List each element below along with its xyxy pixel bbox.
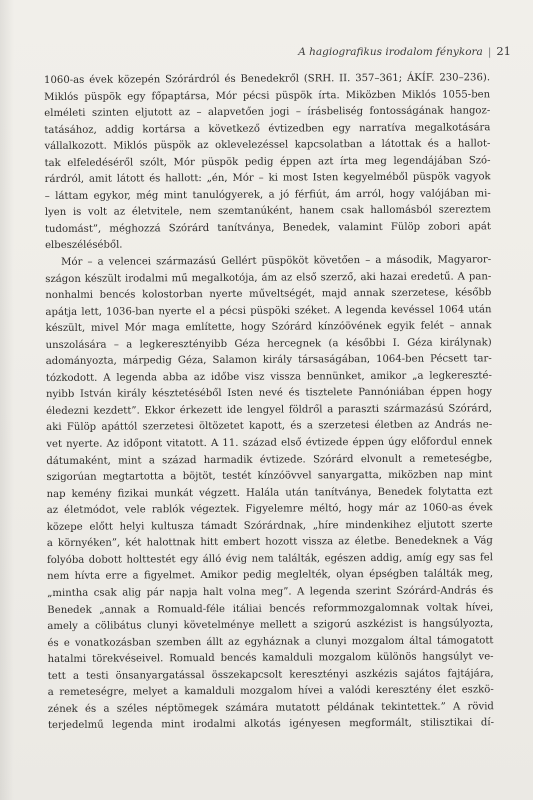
text-line: tak elfeledéséről szólt, Mór püspök pedig éppen azt írta meg legendájában Szó- — [44, 155, 491, 169]
text-line: rárdról, amit látott és hallott: „én, Mór – ki most Isten kegyelméből püspök vagyok — [44, 171, 491, 186]
text-line: unszolására – a legkeresztényibb Géza hercegnek (a későbbi I. Géza királynak) — [45, 337, 492, 351]
running-head-title: A hagiografikus irodalom fénykora — [298, 46, 483, 58]
text-line: a remeteségre, melyet a kamalduli mozgalom hívei a valódi keresztény élet eszkö- — [47, 684, 494, 699]
text-line: tatásához, addig kortársa a következő évtizedben egy narratíva megalkotására — [44, 121, 491, 136]
text-line: – láttam egykor, még mint tanulógyerek, a jó férfiút, ám arról, hogy valójában mi- — [44, 188, 491, 202]
text-line: amely a cölibátus clunyi követelménye mellett a szigorú aszkézist is hangsúlyozta, — [47, 618, 494, 633]
page-number: 21 — [496, 44, 511, 58]
text-line: készült, mivel Mór maga említette, hogy Szórárd kínzóövének egyik felét – annak — [45, 320, 492, 335]
text-line: folyóba dobott holttestét egy álló évig nem találták, egészen addig, amíg egy sas fel — [46, 552, 494, 566]
text-line: nyibb István király késztetéséből Isten nevé és tisztelete Pannóniában éppen hogy — [45, 386, 492, 401]
text-line: vállalkozott. Miklós püspök az oklevelezéssel kapcsolatban a látottak és a hallot- — [44, 138, 491, 153]
text-line: dátumaként, mint a század harmadik évtizede. Szórárd elvonult a remeteségbe, — [46, 452, 493, 467]
text-line: apátja lett, 1036-ban nyerte el a pécsi püspöki széket. A legenda kevéssel 1064 után — [45, 303, 492, 318]
text-line: adományozta, márpedig Géza, Salamon király társaságában, 1064-ben Pécsett tar- — [45, 353, 492, 368]
text-line: elméleti szinten eljutott az – alapvetően jogi – írásbeliség fontosságának hangoz- — [44, 105, 491, 120]
text-line: az életmódot, vele rablók végeztek. Figyelemre méltó, hogy már az 1060-as évek — [46, 502, 493, 517]
text-line: 1060-as évek közepén Szórárdról és Benedekről (SRH. II. 357–361; ÁKÍF. 230–236). — [44, 72, 491, 86]
text-line: „mintha csak alig pár napja halt volna meg”. A legenda szerint Szórárd-András és — [47, 585, 494, 599]
text-line: nem hívta erre a figyelmet. Amikor pedig meglelték, olyan épségben találták meg, — [47, 568, 494, 583]
text-line: tózkodott. A legenda abba az időbe visz vissza bennünket, amikor „a legkereszté- — [45, 370, 492, 384]
running-head — [298, 44, 511, 58]
text-line: éledezni kezdett”. Ekkor érkezett ide lengyel földről a paraszti származású Szórárd, — [46, 403, 493, 417]
running-head-separator: | — [487, 46, 492, 58]
text-line: szágon készült irodalmi mű megalkotója, ám az első szerző, aki hazai eredetű. A pan- — [45, 270, 492, 285]
text-line: közepe előtt helyi kultusza támadt Szórárdnak, „híre mindenkihez eljutott szerte — [46, 519, 493, 533]
page-gutter-shadow — [0, 0, 14, 800]
text-line: lyen is volt az életvitele, nem szemtanúként, hanem csak hallomásból szereztem — [44, 204, 491, 219]
text-line: és e vonatkozásban szemben állt az egyháznak a clunyi mozgalom által támogatott — [47, 634, 494, 649]
text-line: hatalmi törekvéseivel. Romuald bencés kamalduli mozgalom különös hangsúlyt ve- — [47, 651, 494, 666]
text-line: Miklós püspök egy főpaptársa, Mór pécsi püspök írta. Miközben Miklós 1055-ben — [44, 88, 491, 103]
text-line: terjedelmű legenda mint irodalmi alkotás igényesen megformált, stilisztikai dí- — [47, 717, 495, 732]
text-line: szigorúan megtartotta a böjtöt, testét kínzóövvel sanyargatta, miközben nap mint — [46, 469, 493, 484]
text-line: Benedek „annak a Romuald-féle itáliai bencés reformmozgalomnak voltak hívei, — [47, 601, 494, 616]
text-line: zének és a széles néptömegek számára mutatott példának tekintettek.” A rövid — [47, 701, 494, 715]
text-line: nap kemény fizikai munkát végzett. Halála után tanítványa, Benedek folytatta ezt — [46, 485, 493, 500]
text-line: nonhalmi bencés kolostorban nyerte műveltségét, majd annak szerzetese, később — [45, 287, 492, 302]
text-line: vet nyerte. Az időpont vitatott. A 11. század első évtizede éppen úgy előfordul ennek — [46, 436, 493, 451]
text-line: elbeszéléséből. — [45, 239, 123, 252]
text-line: tudomást”, méghozzá Szórárd tanítványa, Benedek, valamint Fülöp zobori apát — [44, 221, 491, 235]
text-line: a környéken”, két halottnak hitt embert hozott vissza az életbe. Benedeknek a Vág — [46, 535, 493, 550]
text-line: Mór – a velencei származású Gellért püspököt követően – a második, Magyaror- — [61, 254, 492, 268]
body-text — [44, 70, 494, 735]
text-line: aki Fülöp apáttól szerzetesi öltözetet kapott, és a szerzetesi életben az András ne- — [46, 419, 493, 434]
text-line: tett a testi önsanyargatással összekapcsolt keresztényi aszkézis sajátos fajtájára, — [47, 667, 494, 682]
